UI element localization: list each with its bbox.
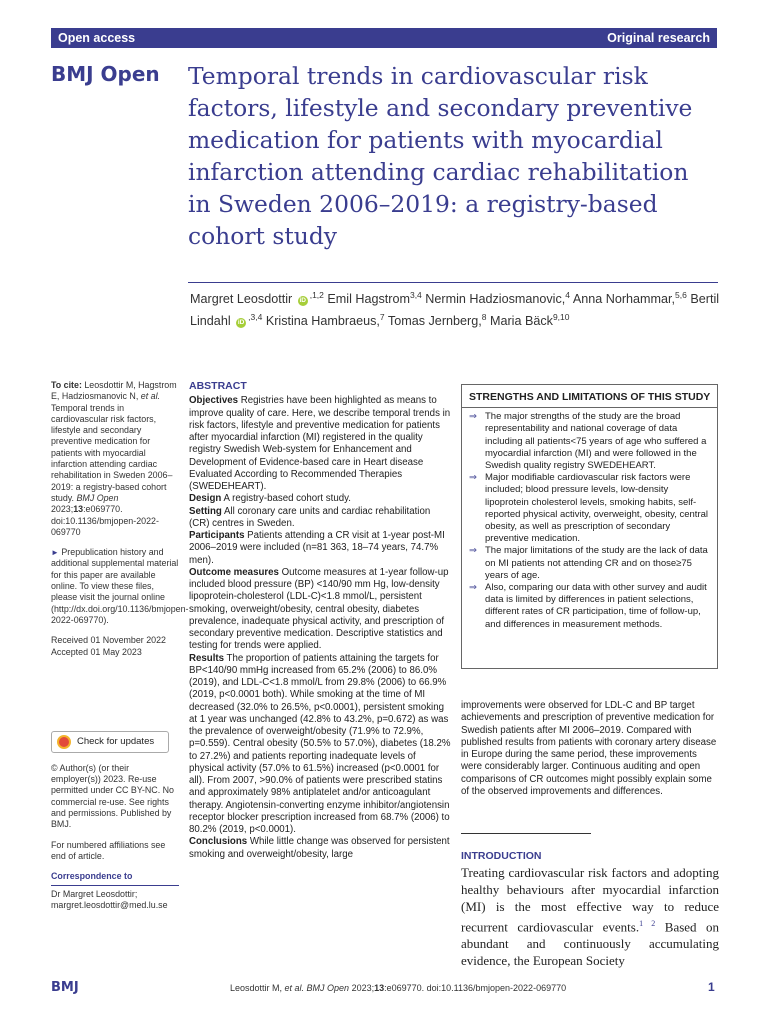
abstract-conclusions: Conclusions While little change was observed for persistent smoking and overweight/obesity, large [189,836,450,860]
affiliation-superscript: 8 [481,311,487,322]
correspondence-heading: Correspondence to [51,871,133,882]
correspondence-divider [51,885,179,886]
strengths-limitations-box [461,384,718,669]
abstract-design: Design A registry-based cohort study. [189,493,351,505]
affiliation-superscript: 4 [565,290,571,300]
triangle-bullet-icon: ► [51,548,59,558]
abstract-results: Results The proportion of patients attaining the targets for BP<140/90 mmHg increased from 65.2% (2006) to 86.0% (2019), and LDL-C<1.8 mmol/L from 29.8% (2006) to 66.9% (2019, p<0.0001 both). While smoking at the time of MI decreased (32.0% to 26.5%, p<0.0001), persistent smoking at 1 year was unchanged (42.8% to 43.2%, p=0.672) as was the prevalence of overweight/obesity (71.9% to 72.9%, p=0.559). Central obesity (50.5% to 57.0%), diabetes (18.2% to 27.2%) and patients reporting inadequate levels of physical activity (57.0% to 61.5%) increased (p<0.0001 for all). From 2007, >90.0% of patients were prescribed statins and approximately 98% antiplatelet and/or anticoagulant therapy. Angiotensin-converting enzyme inhibitor/angiotensin receptor blocker prescription increased from 68.7% (2006) to 80.2% (2019, p<0.0001). [189,652,451,835]
cite-journal: BMJ Open [76,492,119,503]
journal-logo: BMJ Open [51,62,160,86]
author-name: Emil Hagstrom$^{3,4}$ [327,290,422,307]
cite-label: To cite: [51,380,82,390]
orcid-icon[interactable]: iD [237,318,245,326]
citation-block [51,380,179,538]
affiliation-note: For numbered affiliations see end of article. [51,839,166,861]
cite-doi: :e069770. doi:10.1136/bmjopen-2022-069770 [51,504,159,537]
arrow-icon: ⇒ [469,582,477,594]
prepub-note [51,547,189,626]
reference-link[interactable]: 1 2 [639,919,656,928]
introduction-heading: INTRODUCTION [461,850,542,862]
affiliation-superscript: 7 [379,311,385,322]
title-divider [188,282,718,283]
affiliation-superscript: 5,6 [675,290,687,300]
abstract-outcomes: Outcome measures Outcome measures at 1-year follow-up included blood pressure (BP) <140/90 mm Hg, low-density lipoprotein-cholesterol (LDL-C)<1.8 mmol/L, persistent smoking, overweight/obesity, central obesity, diabetes prevalence, inadequate physical activity, and prescription of secondary preventive medication. Descriptive statistics and testing for trends were applied. [189,566,449,652]
affiliation-superscript: ,1,2 [309,290,324,300]
abstract-setting: Setting All coronary care units and cardiac rehabilitation (CR) centres in Sweden. [189,505,431,529]
article-title: Temporal trends in cardiovascular risk factors, lifestyle and secondary preventive medication for patients with myocardial infarction attending cardiac rehabilitation in Sweden 2006–2019: a registry-based cohort study [188,62,693,250]
affiliation-superscript: ,3,4 [248,311,263,322]
cite-year: 2023; [51,504,74,515]
sidebar-column [51,380,189,911]
author-name: Anna Norhammar,$^{5,6}$ [572,290,687,307]
abstract-section [189,380,451,861]
list-item: ⇒ Also, comparing our data with other survey and audit data is limited by differences in patient selections, different rates of CR participation, time of follow-up, and differences in measurement methods. [469,582,707,630]
received-date: Received 01 November 2022 [51,635,166,646]
correspondence-name: Dr Margret Leosdottir; [51,888,138,899]
affiliation-superscript: 9,10 [552,311,570,322]
cite-volume: 13 [73,504,84,515]
affiliation-superscript: 3,4 [409,290,422,300]
list-item: ⇒ The major strengths of the study are the broad representability and national coverage of data including all patients<75 years of age who suffered a myocardial infarction (MI) and were followed in the Swedish quality registry SWEDEHEART. [469,411,707,472]
author-list [190,287,720,330]
crossmark-icon [57,735,71,749]
page-number: 1 [708,980,715,994]
bmj-footer-logo: BMJ [51,980,79,995]
strengths-list [469,411,710,631]
cite-etal: et al. [140,391,161,402]
abstract-heading: ABSTRACT [189,380,247,392]
abstract-end-divider [461,833,591,834]
author-name: Maria Bäck$^{9,10}$ [489,311,570,328]
author-name: Kristina Hambraeus,$^7$ [265,311,385,328]
strengths-heading: STRENGTHS AND LIMITATIONS OF THIS STUDY [462,391,717,408]
correspondence-email[interactable]: margret.leosdottir@med.lu.se [51,899,168,910]
abstract-objectives: Objectives Registries have been highlighted as means to improve quality of care. Here, we describe temporal trends in risk factors, lifestyle and preventive medication for patients after myocardial infarction (MI) registered in the quality registry Swedish Web-system for Enhancement and Development of Evidence-based care in Heart disease Evaluated According to Recommended Therapies (SWEDEHEART). [189,395,451,492]
dates-block [51,635,179,658]
cite-title: Temporal trends in cardiovascular risk factors, lifestyle and secondary preventive medication for patients with myocardial infarction attending cardiac rehabilitation in Sweden 2006–2019: a registry-based cohort study. [51,402,173,503]
arrow-icon: ⇒ [469,545,477,557]
open-access-label: Open access [58,31,136,45]
accepted-date: Accepted 01 May 2023 [51,646,142,657]
arrow-icon: ⇒ [469,411,477,423]
abstract-conclusions-continued: improvements were observed for LDL-C and BP target achievements and prescription of preventive medication for Swedish patients after MI 2006–2019. Compared with published results from patients with coronary artery disease in Europe during the same period, these improvements were considerably larger. Continuous auditing and open comparisons of CR outcomes might possibly explain some of the observed improvements and differences. [461,700,717,797]
copyright-note: © Author(s) (or their employer(s)) 2023. Re-use permitted under CC BY-NC. No commercial re-use. See rights and permissions. Published by BMJ. [51,762,174,830]
section-label: Original research [607,31,710,45]
top-banner [51,28,717,48]
correspondence-block [51,871,179,911]
author-name: Tomas Jernberg,$^8$ [387,311,487,328]
prepub-text[interactable]: Prepublication history and additional supplemental material for this paper are available online. To view these files, please visit the journal online (http://dx.doi.org/10.1136/bmjopen-2022-069770). [51,547,189,625]
abstract-participants: Participants Patients attending a CR visit at 1-year post-MI 2006–2019 were included (n=81 363, 18–74 years, 74.7% men). [189,530,445,566]
cite-authors: Leosdottir M, Hagstrom E, Hadziosmanovic N, [51,380,177,402]
introduction-text: Treating cardiovascular risk factors and adopting healthy behaviours after myocardial infarction (MI) is the most effective way to reduce recurrent cardiovascular events.$^{1 2}$ Based on abundant and continuously accumulating evidence, the European Society [461,865,720,969]
footer-citation: Leosdottir M, et al. BMJ Open 2023;13:e069770. doi:10.1136/bmjopen-2022-069770 [230,983,567,993]
list-item: ⇒ The major limitations of the study are the lack of data on MI patients not attending CR and on those≥75 years of age. [469,545,708,581]
arrow-icon: ⇒ [469,472,477,484]
author-name: Nermin Hadziosmanovic,$^4$ [425,290,571,307]
check-for-updates-button[interactable] [51,731,169,753]
list-item: ⇒ Major modifiable cardiovascular risk factors were included; blood pressure levels, low-density lipoprotein cholesterol levels, smoking habits, self-reported physical activity, overweight, obesity, central obesity, as well as prescription of secondary preventive medication. [469,472,708,545]
check-updates-label: Check for updates [77,736,155,748]
author-name: Margret Leosdottir $iD^{,1,2}$ [190,290,324,307]
author-name: Bertil Lindahl $iD^{,3,4}$ [190,292,720,328]
orcid-icon[interactable]: iD [299,297,306,305]
